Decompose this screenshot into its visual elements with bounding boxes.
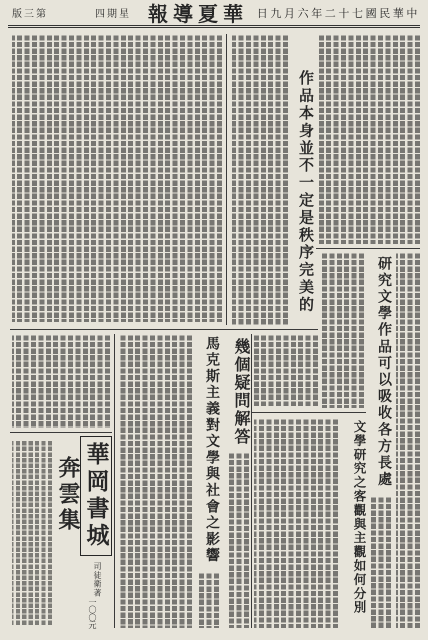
article-body-text — [369, 496, 391, 628]
article-body-text — [228, 452, 249, 628]
page-number-label: 第三版 — [12, 9, 48, 20]
headline-order: 作品本身並不一定是秩序完美的 — [297, 70, 315, 314]
masthead-rule — [8, 25, 420, 28]
article-body-text — [12, 34, 222, 322]
bookstore-ad-box — [80, 436, 112, 556]
article-body-text — [254, 418, 338, 628]
headline-absorb: 研究文學作品可以吸收各方長處 — [376, 256, 392, 489]
issue-date: 中華民國七十二年六月九日 — [256, 7, 420, 20]
article-body-text — [320, 252, 364, 408]
article-body-text — [318, 34, 420, 244]
article-body-text — [118, 334, 192, 628]
article-body-text — [254, 334, 318, 406]
section-divider — [10, 432, 112, 433]
section-divider — [10, 329, 318, 330]
article-body-text — [396, 252, 420, 628]
newspaper-title: 華夏導報 — [148, 2, 248, 26]
section-divider — [316, 248, 420, 249]
column-rule — [251, 334, 252, 628]
article-body-text — [198, 572, 219, 628]
book-author: 司徒衛著 — [93, 562, 102, 598]
bookstore-name: 華岡書城 — [82, 442, 110, 550]
article-body-text — [12, 334, 110, 428]
book-price: 一〇〇元 — [88, 598, 97, 629]
article-body-text — [232, 34, 288, 325]
headline-qa: 幾個疑問解答 — [232, 338, 251, 446]
column-rule — [226, 34, 227, 325]
headline-objective: 文學研究之客觀與主觀如何分別 — [352, 420, 367, 615]
column-rule — [114, 334, 115, 628]
book-title: 奔雲集 — [55, 456, 81, 534]
headline-marxism: 馬克斯主義對文學與社會之影響 — [204, 336, 220, 565]
ad-description-text — [12, 440, 52, 626]
weekday-label: 星期四 — [95, 9, 131, 20]
section-divider — [252, 412, 366, 413]
